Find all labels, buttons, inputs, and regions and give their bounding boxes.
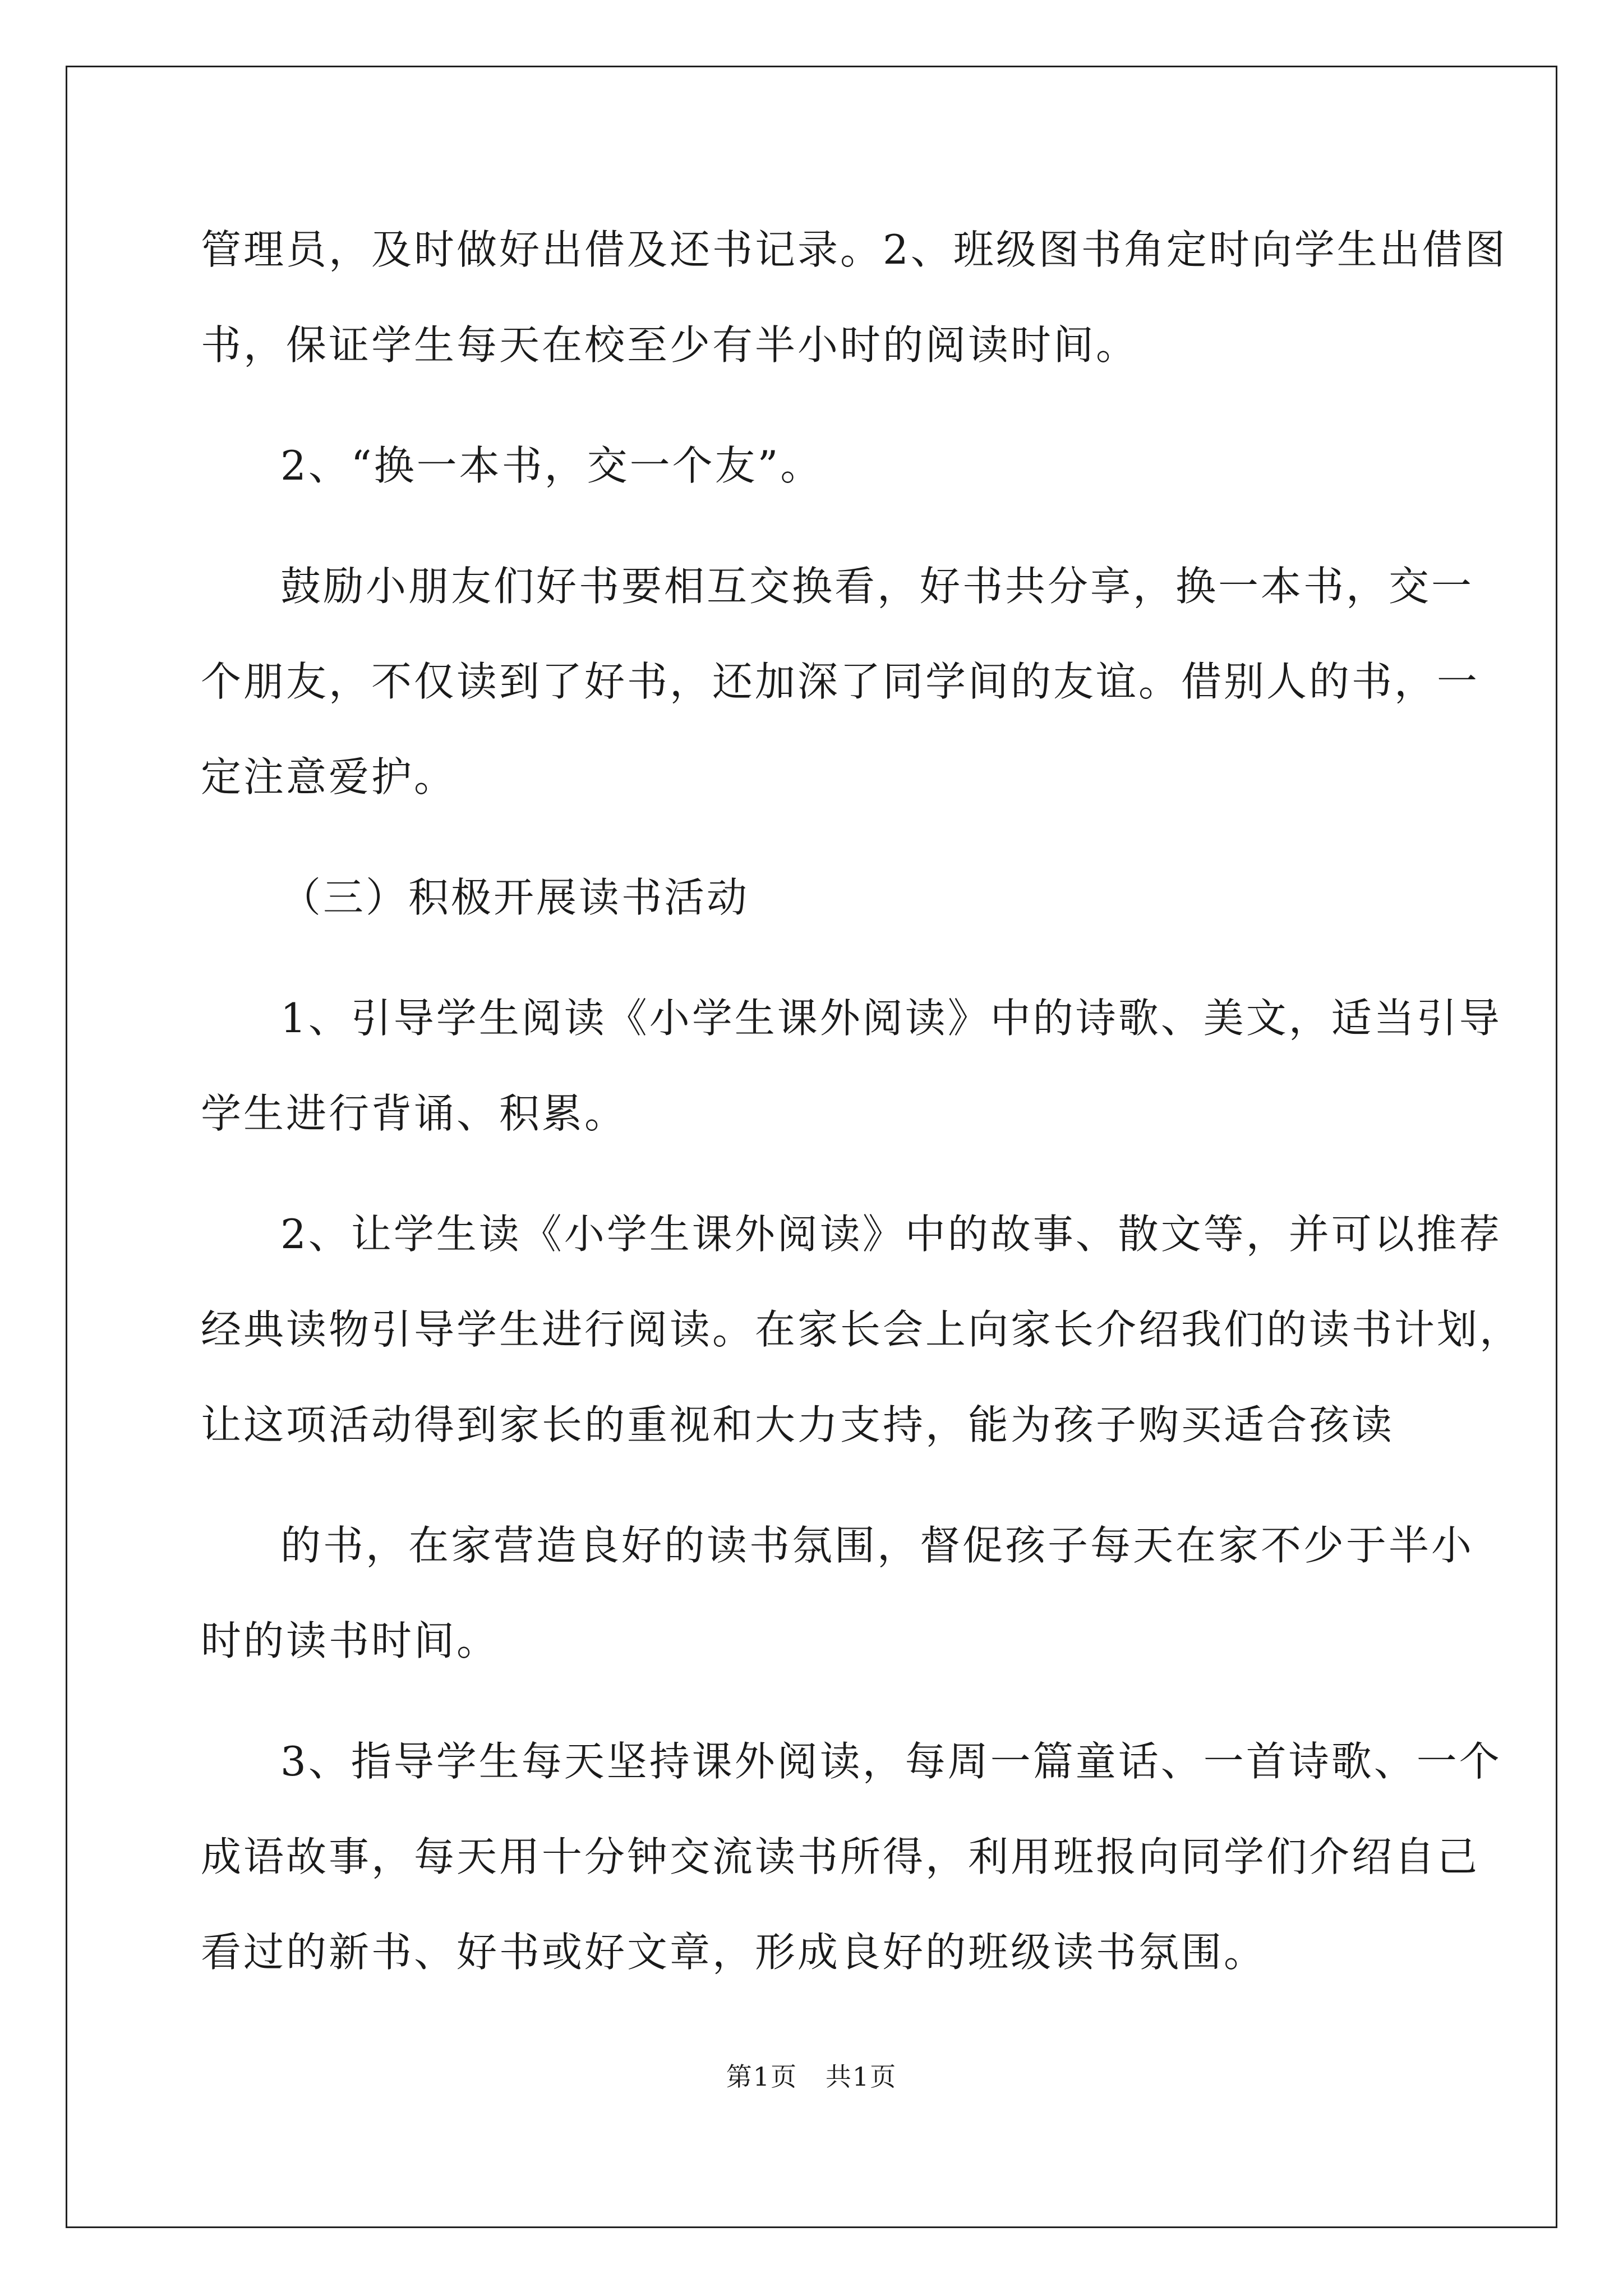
page-border [66, 66, 1557, 2228]
body-text-line: 2、让学生读《小学生课外阅读》中的故事、散文等，并可以推荐 [280, 1211, 1502, 1258]
body-text-line: 3、指导学生每天坚持课外阅读，每周一篇童话、一首诗歌、一个 [280, 1738, 1502, 1785]
body-text-line: 经典读物引导学生进行阅读。在家长会上向家长介绍我们的读书计划， [201, 1306, 1523, 1353]
body-text-line: 1、引导学生阅读《小学生课外阅读》中的诗歌、美文，适当引导 [280, 995, 1502, 1042]
body-text-line: 看过的新书、好书或好文章，形成良好的班级读书氛围。 [201, 1929, 1267, 1976]
body-text-line: 时的读书时间。 [201, 1617, 500, 1664]
page-number-footer: 第1页 共1页 [726, 2062, 897, 2092]
body-text-line: 书，保证学生每天在校至少有半小时的阅读时间。 [201, 321, 1139, 369]
body-text-line: 的书，在家营造良好的读书氛围，督促孩子每天在家不少于半小 [280, 1522, 1474, 1569]
body-text-line: 成语故事，每天用十分钟交流读书所得，利用班报向同学们介绍自己 [201, 1833, 1480, 1880]
body-text-line: 让这项活动得到家长的重视和大力支持，能为孩子购买适合孩读 [201, 1401, 1395, 1448]
body-text-line: 鼓励小朋友们好书要相互交换看，好书共分享，换一本书，交一 [280, 563, 1474, 610]
body-text-line: 学生进行背诵、积累。 [201, 1090, 628, 1137]
body-text-line: 管理员，及时做好出借及还书记录。2、班级图书角定时向学生出借图 [201, 226, 1507, 273]
body-text-line: 个朋友，不仅读到了好书，还加深了同学间的友谊。借别人的书，一 [201, 658, 1480, 705]
section-heading: （三）积极开展读书活动 [280, 874, 750, 921]
body-text-line: 定注意爱护。 [201, 753, 457, 800]
section-heading: 2、“换一本书，交一个友”。 [280, 442, 823, 489]
